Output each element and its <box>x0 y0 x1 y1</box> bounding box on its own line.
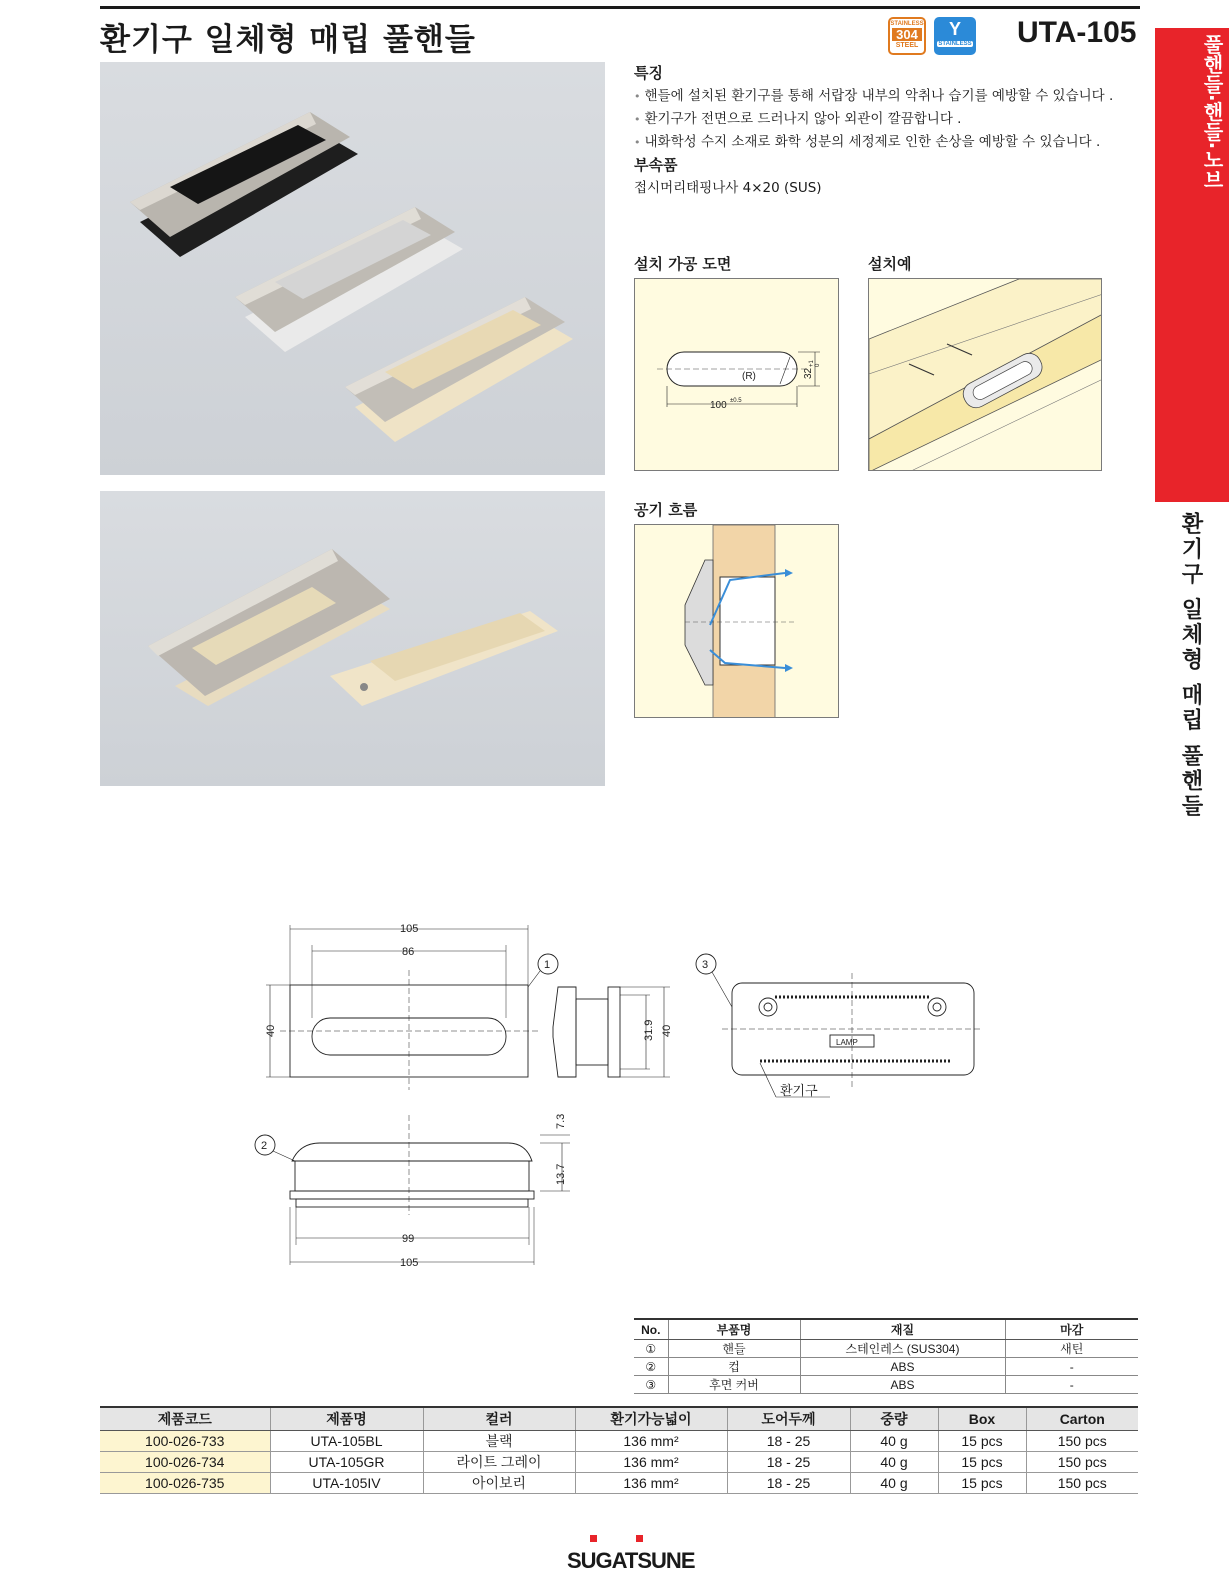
prod-header: 제품명 <box>270 1407 423 1430</box>
parts-cell: ① <box>634 1340 668 1358</box>
prod-cell: 136 mm² <box>575 1472 727 1493</box>
table-row <box>100 1430 1138 1451</box>
category-tab-label: 풀핸들·핸들·노브 <box>1200 34 1224 190</box>
parts-cell: - <box>1005 1358 1138 1376</box>
header-rule <box>100 6 1140 9</box>
prod-header: 환기가능넓이 <box>575 1407 727 1430</box>
feature-item: • 내화학성 수지 소재로 화학 성분의 세정제로 인한 손상을 예방할 수 있습니다 . <box>634 131 1144 154</box>
install-height-tol: +1 <box>809 360 815 367</box>
table-row <box>634 1340 1138 1358</box>
parts-cell: ABS <box>800 1358 1005 1376</box>
prod-cell: 136 mm² <box>575 1430 727 1451</box>
prod-cell: 18 - 25 <box>727 1430 850 1451</box>
dim-40-left: 40 <box>265 1024 277 1037</box>
product-photo-three-colors <box>100 62 605 475</box>
stainless-304-badge-icon <box>888 17 926 55</box>
parts-header-finish: 마감 <box>1005 1319 1138 1340</box>
stainless-screw-badge-icon <box>934 17 976 55</box>
prod-cell: UTA-105BL <box>270 1430 423 1451</box>
logo-text: SUGATSUNE <box>567 1548 695 1573</box>
callout-2: 2 <box>261 1140 268 1152</box>
product-table <box>100 1406 1138 1494</box>
parts-header-material: 재질 <box>800 1319 1005 1340</box>
prod-cell: 15 pcs <box>938 1451 1026 1472</box>
dim-105-top: 105 <box>400 923 419 935</box>
install-r-label: (R) <box>742 371 756 382</box>
install-example-diagram <box>868 278 1102 471</box>
parts-cell: 후면 커버 <box>668 1376 800 1394</box>
airflow-label: 공기 흐름 <box>634 501 698 519</box>
badge-yss-mark: Y <box>948 19 961 39</box>
logo-dot-icon <box>590 1535 597 1542</box>
prod-cell: UTA-105IV <box>270 1472 423 1493</box>
prod-cell: 블랙 <box>423 1430 575 1451</box>
dim-86: 86 <box>402 946 415 958</box>
parts-header-name: 부품명 <box>668 1319 800 1340</box>
install-height-label: 32 <box>803 367 814 379</box>
parts-cell: 새틴 <box>1005 1340 1138 1358</box>
table-row <box>100 1451 1138 1472</box>
table-row <box>634 1358 1138 1376</box>
prod-cell: 136 mm² <box>575 1451 727 1472</box>
dim-99: 99 <box>402 1233 415 1245</box>
technical-drawing <box>240 915 1000 1280</box>
parts-header-no: No. <box>634 1319 668 1340</box>
badge-steel-line3: STEEL <box>895 42 919 49</box>
features-heading: 특징 <box>634 64 663 82</box>
install-example-label: 설치예 <box>868 255 912 273</box>
airflow-diagram <box>634 524 839 718</box>
prod-header: 제품코드 <box>100 1407 270 1430</box>
prod-cell: 15 pcs <box>938 1472 1026 1493</box>
dim-40-side: 40 <box>661 1024 673 1037</box>
install-width-label: 100 <box>710 400 727 411</box>
prod-cell: 15 pcs <box>938 1430 1026 1451</box>
badge-steel-line2: 304 <box>892 28 922 41</box>
prod-cell: 40 g <box>850 1472 938 1493</box>
prod-header: 컬러 <box>423 1407 575 1430</box>
prod-header: 중량 <box>850 1407 938 1430</box>
parts-cell: 스테인레스 (SUS304) <box>800 1340 1005 1358</box>
badge-steel-line1: STAINLESS <box>890 21 924 27</box>
features-list <box>634 85 1144 154</box>
prod-cell: UTA-105GR <box>270 1451 423 1472</box>
prod-header: 도어두께 <box>727 1407 850 1430</box>
product-photo-disassembled <box>100 491 605 786</box>
dim-13-7: 13.7 <box>555 1163 567 1185</box>
prod-cell: 100-026-735 <box>100 1472 270 1493</box>
parts-cell: - <box>1005 1376 1138 1394</box>
vent-label: 환기구 <box>780 1083 818 1098</box>
features-section <box>634 62 1144 200</box>
accessories-heading: 부속품 <box>634 156 678 174</box>
table-row <box>634 1376 1138 1394</box>
prod-cell: 150 pcs <box>1026 1472 1138 1493</box>
prod-cell: 150 pcs <box>1026 1430 1138 1451</box>
parts-cell: 핸들 <box>668 1340 800 1358</box>
page-title: 환기구 일체형 매립 풀핸들 <box>100 22 476 58</box>
parts-cell: ② <box>634 1358 668 1376</box>
prod-header: Carton <box>1026 1407 1138 1430</box>
callout-1: 1 <box>544 959 551 971</box>
prod-cell: 100-026-733 <box>100 1430 270 1451</box>
prod-cell: 150 pcs <box>1026 1451 1138 1472</box>
callout-3: 3 <box>702 959 709 971</box>
logo-dot-icon <box>636 1535 643 1542</box>
lamp-mark: LAMP <box>836 1038 858 1047</box>
dim-31-9: 31.9 <box>643 1019 655 1041</box>
feature-item: • 핸들에 설치된 환기구를 통해 서랍장 내부의 악취나 습기를 예방할 수 있습니다 . <box>634 85 1144 108</box>
install-height-tol2: 0 <box>815 363 821 367</box>
parts-cell: ③ <box>634 1376 668 1394</box>
parts-cell: ABS <box>800 1376 1005 1394</box>
dim-7-3: 7.3 <box>555 1113 567 1129</box>
feature-item: • 환기구가 전면으로 드러나지 않아 외관이 깔끔합니다 . <box>634 108 1144 131</box>
prod-cell: 40 g <box>850 1430 938 1451</box>
model-code: UTA-105 <box>1017 16 1137 49</box>
install-drawing-label: 설치 가공 도면 <box>634 255 732 273</box>
accessories-text: 접시머리태핑나사 4×20 (SUS) <box>634 180 822 196</box>
prod-cell: 40 g <box>850 1451 938 1472</box>
parts-cell: 컵 <box>668 1358 800 1376</box>
prod-cell: 18 - 25 <box>727 1451 850 1472</box>
side-product-title: 환기구 일체형 매립 풀핸들 <box>1178 512 1203 819</box>
prod-header: Box <box>938 1407 1026 1430</box>
prod-cell: 100-026-734 <box>100 1451 270 1472</box>
badge-yss-label: STAINLESS <box>938 41 972 47</box>
dim-105-bottom: 105 <box>400 1257 419 1269</box>
install-drawing-diagram <box>634 278 839 471</box>
brand-logo <box>563 1532 695 1580</box>
parts-table <box>634 1318 1138 1394</box>
prod-cell: 18 - 25 <box>727 1472 850 1493</box>
install-width-tol: ±0.5 <box>730 398 742 404</box>
table-row <box>100 1472 1138 1493</box>
prod-cell: 라이트 그레이 <box>423 1451 575 1472</box>
prod-cell: 아이보리 <box>423 1472 575 1493</box>
